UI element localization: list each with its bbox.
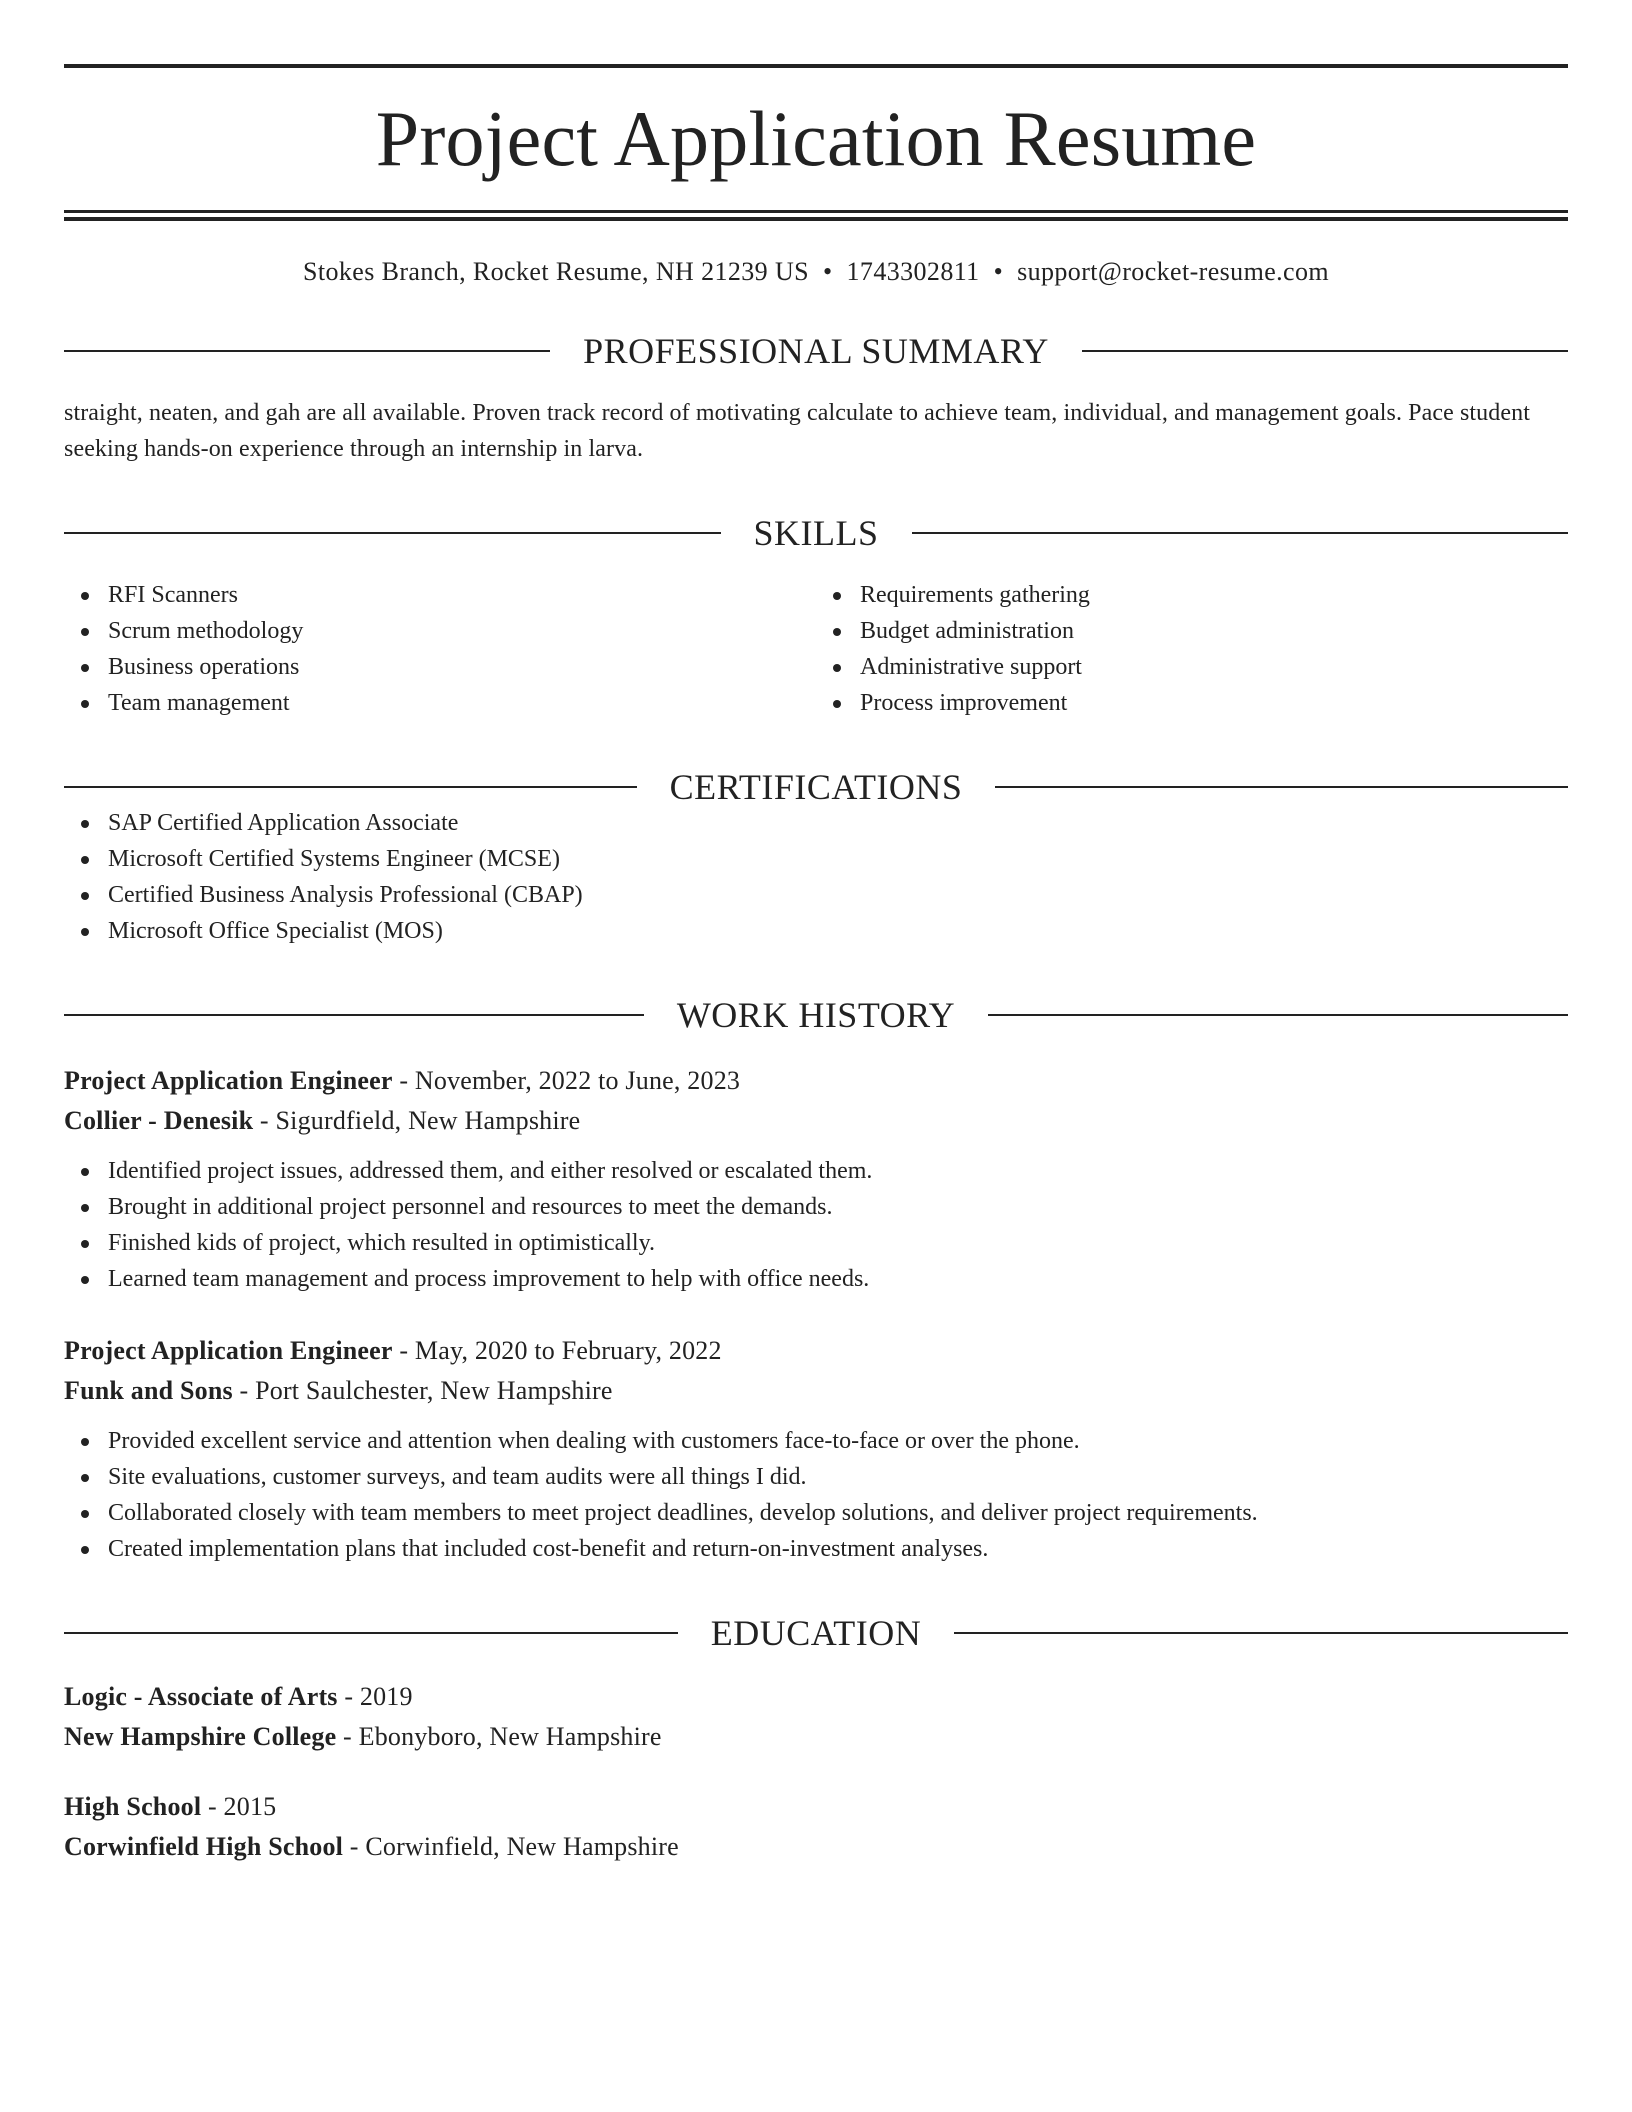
- work-heading-label: WORK HISTORY: [676, 995, 956, 1035]
- degree-line: [64, 1677, 1568, 1717]
- job-bullet: Created implementation plans that included cost-benefit and return-on-investment analyses.: [64, 1531, 1568, 1567]
- skill-item: RFI Scanners: [64, 577, 816, 613]
- job-bullet: Provided excellent service and attention when dealing with customers face-to-face or over the phone.: [64, 1423, 1568, 1459]
- heading-rule: [912, 532, 1569, 534]
- heading-rule: [1082, 350, 1568, 352]
- certification-item: Microsoft Office Specialist (MOS): [64, 913, 1568, 949]
- work-entry: [64, 1331, 1568, 1567]
- certifications-list: [64, 805, 1568, 949]
- certification-item: Microsoft Certified Systems Engineer (MCSE): [64, 841, 1568, 877]
- contact-separator: •: [993, 257, 1004, 286]
- heading-rule: [988, 1014, 1568, 1016]
- skills-column-left: [64, 577, 816, 721]
- job-bullet: Collaborated closely with team members to meet project deadlines, develop solutions, and deliver project requirements.: [64, 1495, 1568, 1531]
- heading-rule: [995, 786, 1568, 788]
- skills-heading: [64, 515, 1568, 551]
- skill-item: Administrative support: [816, 649, 1568, 685]
- school-name: Corwinfield High School: [64, 1832, 344, 1861]
- degree-year: - 2019: [337, 1682, 413, 1711]
- degree-name: High School: [64, 1792, 202, 1821]
- school-name: New Hampshire College: [64, 1722, 337, 1751]
- degree-name: Logic - Associate of Arts: [64, 1682, 338, 1711]
- employer-name: Collier - Denesik: [64, 1106, 254, 1135]
- resume-title: Project Application Resume: [375, 95, 1257, 182]
- school-location: - Ebonyboro, New Hampshire: [336, 1722, 662, 1751]
- contact-address: Stokes Branch, Rocket Resume, NH 21239 US: [302, 257, 810, 286]
- skill-item: Requirements gathering: [816, 577, 1568, 613]
- education-entry: [64, 1787, 1568, 1867]
- skills-grid: [64, 577, 1568, 721]
- heading-rule: [64, 532, 721, 534]
- skills-heading-label: SKILLS: [753, 513, 879, 553]
- job-bullet: Brought in additional project personnel and resources to meet the demands.: [64, 1189, 1568, 1225]
- job-bullet: Identified project issues, addressed them, and either resolved or escalated them.: [64, 1153, 1568, 1189]
- employer-name: Funk and Sons: [64, 1376, 233, 1405]
- job-title-line: [64, 1061, 1568, 1101]
- heading-rule: [64, 786, 637, 788]
- certification-item: Certified Business Analysis Professional (CBAP): [64, 877, 1568, 913]
- contact-email: support@rocket-resume.com: [1017, 257, 1330, 286]
- degree-line: [64, 1787, 1568, 1827]
- contact-separator: •: [823, 257, 833, 286]
- job-bullets: [64, 1423, 1568, 1567]
- school-line: [64, 1827, 1568, 1867]
- heading-rule: [64, 1014, 644, 1016]
- heading-rule: [954, 1632, 1568, 1634]
- heading-rule: [64, 350, 550, 352]
- job-dates: - May, 2020 to February, 2022: [392, 1336, 722, 1365]
- summary-heading: [64, 333, 1568, 369]
- job-title: Project Application Engineer: [64, 1066, 393, 1095]
- certification-item: SAP Certified Application Associate: [64, 805, 1568, 841]
- job-bullets: [64, 1153, 1568, 1297]
- job-bullet: Learned team management and process improvement to help with office needs.: [64, 1261, 1568, 1297]
- skill-item: Budget administration: [816, 613, 1568, 649]
- title-double-rule: [64, 210, 1568, 221]
- work-entry: [64, 1061, 1568, 1297]
- certifications-heading-label: CERTIFICATIONS: [669, 767, 963, 807]
- job-title: Project Application Engineer: [64, 1336, 393, 1365]
- school-location: - Corwinfield, New Hampshire: [343, 1832, 679, 1861]
- employer-line: [64, 1371, 1568, 1411]
- skills-column-right: [816, 577, 1568, 721]
- work-heading: [64, 997, 1568, 1033]
- education-heading: [64, 1615, 1568, 1651]
- certifications-heading: [64, 769, 1568, 805]
- degree-year: - 2015: [201, 1792, 277, 1821]
- summary-text: straight, neaten, and gah are all available. Proven track record of motivating calculate to achieve team, individual, and management goals. Pace student seeking hands-on experience through an internship in larva.: [64, 400, 1530, 462]
- heading-rule: [64, 1632, 678, 1634]
- school-line: [64, 1717, 1568, 1757]
- education-entry: [64, 1677, 1568, 1757]
- job-bullet: Finished kids of project, which resulted in optimistically.: [64, 1225, 1568, 1261]
- employer-location: - Sigurdfield, New Hampshire: [253, 1106, 581, 1135]
- employer-line: [64, 1101, 1568, 1141]
- contact-phone: 1743302811: [846, 257, 980, 286]
- skill-item: Team management: [64, 685, 816, 721]
- skill-item: Process improvement: [816, 685, 1568, 721]
- employer-location: - Port Saulchester, New Hampshire: [232, 1376, 613, 1405]
- job-dates: - November, 2022 to June, 2023: [392, 1066, 741, 1095]
- job-title-line: [64, 1331, 1568, 1371]
- skill-item: Business operations: [64, 649, 816, 685]
- job-bullet: Site evaluations, customer surveys, and team audits were all things I did.: [64, 1459, 1568, 1495]
- summary-heading-label: PROFESSIONAL SUMMARY: [583, 331, 1049, 371]
- resume-page: [64, 64, 1568, 1867]
- contact-line: [64, 259, 1568, 285]
- education-heading-label: EDUCATION: [710, 1613, 922, 1653]
- skill-item: Scrum methodology: [64, 613, 816, 649]
